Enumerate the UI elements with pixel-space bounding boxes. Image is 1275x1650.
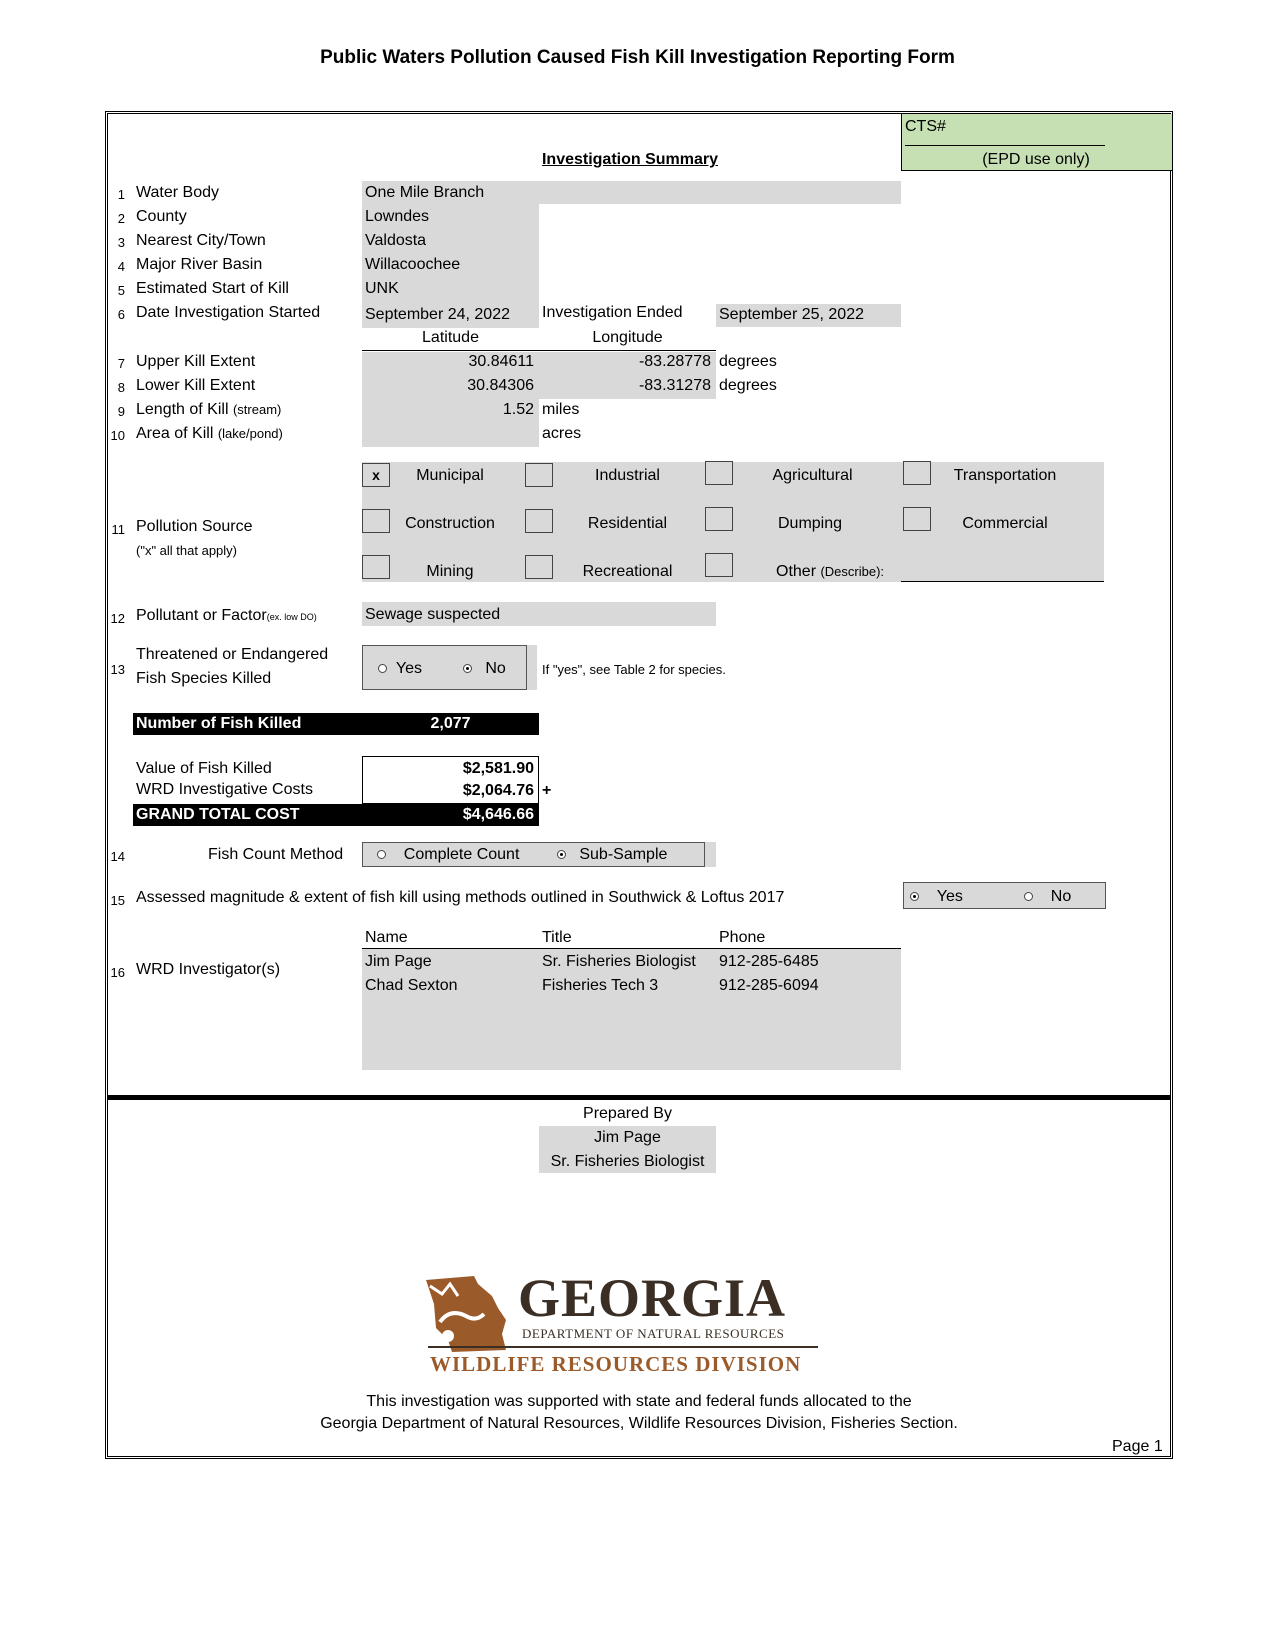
threatened-note: If "yes", see Table 2 for species. xyxy=(542,662,726,677)
construction-label: Construction xyxy=(405,515,495,532)
recreational-label: Recreational xyxy=(582,563,673,580)
row-num: 9 xyxy=(117,404,125,419)
agricultural-checkbox[interactable] xyxy=(705,461,733,485)
lower-kill-label: Lower Kill Extent xyxy=(136,377,256,394)
threatened-label-2: Fish Species Killed xyxy=(136,670,272,687)
industrial-checkbox[interactable] xyxy=(525,463,553,487)
threatened-no-option[interactable] xyxy=(463,659,506,679)
row-num: 12 xyxy=(110,611,125,626)
plus-sign: + xyxy=(542,782,552,799)
threatened-note-bg xyxy=(527,645,537,690)
cts-field[interactable] xyxy=(905,145,1105,146)
page-number: Page 1 xyxy=(1112,1438,1163,1455)
transportation-checkbox[interactable] xyxy=(903,461,931,485)
row-num: 16 xyxy=(110,965,125,980)
fish-killed-label: Number of Fish Killed xyxy=(136,715,302,732)
assessed-no-option[interactable] xyxy=(1024,887,1071,907)
prepared-by-name[interactable]: Jim Page xyxy=(594,1129,661,1146)
investigator-header-title: Title xyxy=(542,929,572,946)
start-kill-value[interactable]: UNK xyxy=(365,280,399,297)
value-fish-label: Value of Fish Killed xyxy=(136,760,272,777)
other-describe-line xyxy=(901,581,1104,582)
threatened-label-1: Threatened or Endangered xyxy=(136,646,329,663)
pollutant-qualifier: (ex. low DO) xyxy=(266,612,317,622)
investigator-phone[interactable]: 912-285-6094 xyxy=(719,977,819,994)
start-kill-label: Estimated Start of Kill xyxy=(136,280,289,297)
prepared-by-label: Prepared By xyxy=(583,1105,672,1122)
form-title: Public Waters Pollution Caused Fish Kill Investigation Reporting Form xyxy=(320,47,955,68)
row-num: 5 xyxy=(117,283,125,298)
complete-count-label: Complete Count xyxy=(403,846,520,863)
other-describe-input[interactable] xyxy=(901,560,1104,580)
other-describe: (Describe): xyxy=(820,564,885,579)
agricultural-label: Agricultural xyxy=(772,467,853,484)
assessed-label: Assessed magnitude & extent of fish kill using methods outlined in Southwick & Loftus 2017 xyxy=(136,889,785,906)
date-started-label: Date Investigation Started xyxy=(136,304,321,321)
threatened-no-radio[interactable] xyxy=(463,664,472,673)
mining-checkbox[interactable] xyxy=(362,555,390,579)
investigator-title[interactable]: Fisheries Tech 3 xyxy=(542,977,659,994)
municipal-label: Municipal xyxy=(416,467,484,484)
row-num: 11 xyxy=(111,522,125,537)
assessed-no-label: No xyxy=(1050,888,1072,905)
other-label-text: Other xyxy=(776,563,817,580)
other-label xyxy=(776,562,884,582)
complete-count-option[interactable] xyxy=(377,845,519,865)
lower-lon-value[interactable]: -83.31278 xyxy=(638,377,711,394)
county-value[interactable]: Lowndes xyxy=(365,208,430,225)
longitude-header: Longitude xyxy=(592,329,663,346)
area-qualifier: (lake/pond) xyxy=(217,426,283,441)
georgia-state-icon xyxy=(422,1274,517,1354)
length-qualifier: (stream) xyxy=(232,402,282,417)
footer-line-1: This investigation was supported with state and federal funds allocated to the xyxy=(366,1393,912,1410)
county-label: County xyxy=(136,208,187,225)
pollutant-label-text: Pollutant or Factor xyxy=(136,607,267,624)
upper-kill-label: Upper Kill Extent xyxy=(136,353,256,370)
logo-main: GEORGIA xyxy=(518,1268,787,1328)
threatened-yes-label: Yes xyxy=(395,660,422,677)
commercial-checkbox[interactable] xyxy=(903,507,931,531)
basin-value[interactable]: Willacoochee xyxy=(365,256,461,273)
investigator-name[interactable]: Chad Sexton xyxy=(365,977,458,994)
wrd-costs-amount: $2,064.76 xyxy=(462,782,534,799)
upper-lat-value[interactable]: 30.84611 xyxy=(468,353,534,370)
investigator-title[interactable]: Sr. Fisheries Biologist xyxy=(542,953,696,970)
water-body-value[interactable]: One Mile Branch xyxy=(365,184,485,201)
cts-note: (EPD use only) xyxy=(982,151,1090,168)
row-num: 1 xyxy=(117,187,125,202)
pollution-source-sub: ("x" all that apply) xyxy=(136,543,237,558)
prepared-by-title[interactable]: Sr. Fisheries Biologist xyxy=(550,1153,705,1170)
wrd-costs-label: WRD Investigative Costs xyxy=(136,781,313,798)
grand-total-label: GRAND TOTAL COST xyxy=(136,806,300,823)
dumping-checkbox[interactable] xyxy=(705,507,733,531)
row-num: 6 xyxy=(117,307,125,322)
row-num: 15 xyxy=(110,893,125,908)
threatened-yes-option[interactable] xyxy=(378,659,422,679)
city-label: Nearest City/Town xyxy=(136,232,266,249)
investigators-label: WRD Investigator(s) xyxy=(136,961,281,978)
commercial-label: Commercial xyxy=(962,515,1048,532)
other-checkbox[interactable] xyxy=(705,553,733,577)
footer-line-2: Georgia Department of Natural Resources, Wildlife Resources Division, Fisheries Section. xyxy=(320,1415,958,1432)
mining-label: Mining xyxy=(426,563,474,580)
lower-unit: degrees xyxy=(719,377,777,394)
area-label-text: Area of Kill xyxy=(136,425,214,442)
count-method-label: Fish Count Method xyxy=(208,846,344,863)
investigator-header-phone: Phone xyxy=(719,929,766,946)
threatened-yes-radio[interactable] xyxy=(378,664,387,673)
gadnr-logo xyxy=(420,1270,830,1380)
recreational-checkbox[interactable] xyxy=(525,555,553,579)
city-value[interactable]: Valdosta xyxy=(365,232,427,249)
section-title: Investigation Summary xyxy=(541,151,719,168)
upper-lon-value[interactable]: -83.28778 xyxy=(638,353,711,370)
section-divider xyxy=(107,1095,1171,1100)
grand-total-amount: $4,646.66 xyxy=(462,806,534,823)
assessed-yes-label: Yes xyxy=(936,888,963,905)
row-num: 14 xyxy=(110,849,125,864)
area-unit: acres xyxy=(542,425,582,442)
row-num: 3 xyxy=(117,235,125,250)
complete-count-radio[interactable] xyxy=(377,850,386,859)
row-num: 4 xyxy=(117,259,125,274)
construction-checkbox[interactable] xyxy=(362,509,390,533)
header-divider xyxy=(901,170,1172,171)
threatened-no-label: No xyxy=(485,660,506,677)
logo-dept: DEPARTMENT OF NATURAL RESOURCES xyxy=(522,1326,785,1341)
latitude-header: Latitude xyxy=(422,329,479,346)
municipal-checkbox[interactable]: x xyxy=(362,463,390,487)
coords-header-rule xyxy=(362,350,716,351)
sub-sample-radio[interactable] xyxy=(557,850,566,859)
length-label-text: Length of Kill xyxy=(136,401,229,418)
assessed-no-radio[interactable] xyxy=(1024,892,1033,901)
date-ended-value[interactable]: September 25, 2022 xyxy=(719,306,864,323)
upper-unit: degrees xyxy=(719,353,777,370)
length-unit: miles xyxy=(542,401,580,418)
row-num: 10 xyxy=(110,428,125,443)
sub-sample-label: Sub-Sample xyxy=(579,846,668,863)
length-value[interactable]: 1.52 xyxy=(502,401,534,418)
fish-killed-value: 2,077 xyxy=(430,715,471,732)
industrial-label: Industrial xyxy=(595,467,660,484)
row-num: 13 xyxy=(110,662,125,677)
row-num: 8 xyxy=(117,380,125,395)
pollutant-label xyxy=(136,606,317,627)
sub-sample-option[interactable] xyxy=(557,845,667,865)
value-fish-amount: $2,581.90 xyxy=(462,760,534,777)
assessed-yes-option[interactable] xyxy=(910,887,963,907)
logo-division: WILDLIFE RESOURCES DIVISION xyxy=(430,1352,802,1376)
transportation-label: Transportation xyxy=(953,467,1057,484)
logo-rule xyxy=(428,1346,818,1348)
residential-label: Residential xyxy=(587,515,668,532)
date-started-value[interactable]: September 24, 2022 xyxy=(365,306,510,323)
water-body-label: Water Body xyxy=(136,184,219,201)
row-num: 7 xyxy=(117,356,125,371)
length-label xyxy=(136,400,281,420)
investigator-phone[interactable]: 912-285-6485 xyxy=(719,953,819,970)
residential-checkbox[interactable] xyxy=(525,509,553,533)
assessed-yes-radio[interactable] xyxy=(910,892,919,901)
investigator-name[interactable]: Jim Page xyxy=(365,953,432,970)
cts-label: CTS# xyxy=(905,118,946,135)
pollutant-value[interactable]: Sewage suspected xyxy=(365,606,501,623)
dumping-label: Dumping xyxy=(777,515,843,532)
lower-lat-value[interactable]: 30.84306 xyxy=(467,377,534,394)
count-method-bg xyxy=(705,842,716,867)
investigator-header-name: Name xyxy=(365,929,408,946)
date-ended-label: Investigation Ended xyxy=(542,304,683,321)
row-num: 2 xyxy=(117,211,125,226)
pollution-source-label: Pollution Source xyxy=(136,518,253,535)
area-label xyxy=(136,424,283,444)
basin-label: Major River Basin xyxy=(136,256,263,273)
